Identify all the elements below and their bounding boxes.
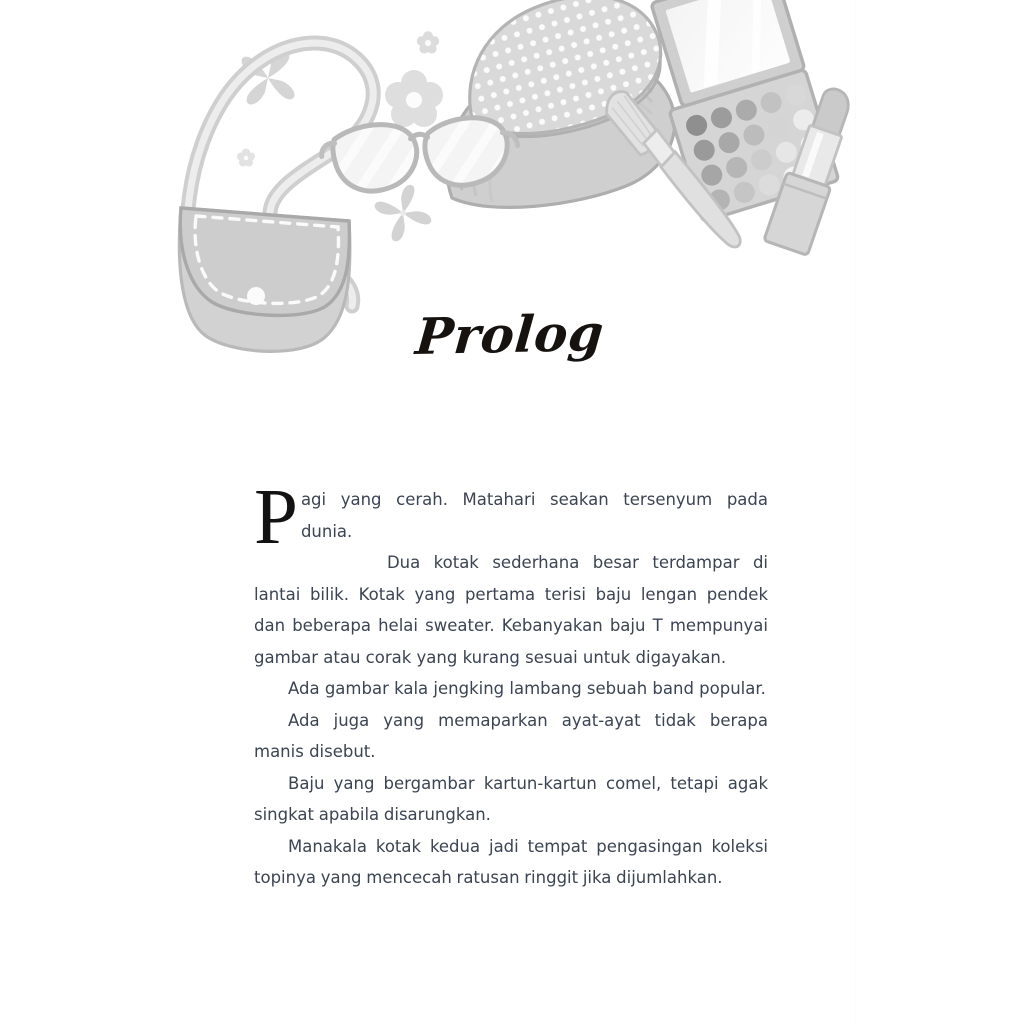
paragraph-1	[254, 474, 768, 561]
sun-hat	[447, 0, 675, 207]
paragraph-3: Ada gambar kala jengking lambang sebuah band popular.	[288, 679, 766, 698]
flower-small-top	[417, 31, 439, 53]
paragraph-6: Manakala kotak kedua jadi tempat pengasingan koleksi topinya yang mencecah ratusan ringgit jika dijumlahkan.	[254, 836, 768, 887]
star-flower-lower	[372, 182, 433, 243]
makeup-brush	[575, 87, 778, 249]
flower-small-brush	[534, 143, 558, 167]
paragraph-1-text: agi yang cerah. Matahari seakan tersenyum pada dunia.	[300, 490, 768, 541]
page-title	[0, 305, 1024, 364]
sunglasses	[319, 113, 520, 198]
flower-small-mid	[237, 149, 255, 167]
page-edge-line	[855, 0, 856, 1024]
paragraph-5: Baju yang bergambar kartun-kartun comel, tetapi agak singkat apabila disarungkan.	[254, 773, 768, 824]
paragraph-4: Ada juga yang memaparkan ayat-ayat tidak berapa manis disebut.	[254, 710, 768, 761]
palette-pans	[683, 82, 831, 213]
eyeshadow-palette	[638, 0, 839, 222]
lipstick	[764, 83, 862, 255]
drop-cap: P	[254, 474, 298, 561]
body-text-column	[254, 474, 768, 894]
flower-large	[385, 70, 443, 127]
paragraph-2: Dua kotak sederhana besar terdampar di lantai bilik. Kotak yang pertama terisi baju lengan pendek dan beberapa helai sweater. Kebanyakan baju T mempunyai gambar atau corak yang kurang sesuai untuk digayakan.	[254, 553, 768, 667]
star-flower-upper	[233, 43, 303, 113]
chapter-title-text: Prolog	[413, 303, 607, 366]
